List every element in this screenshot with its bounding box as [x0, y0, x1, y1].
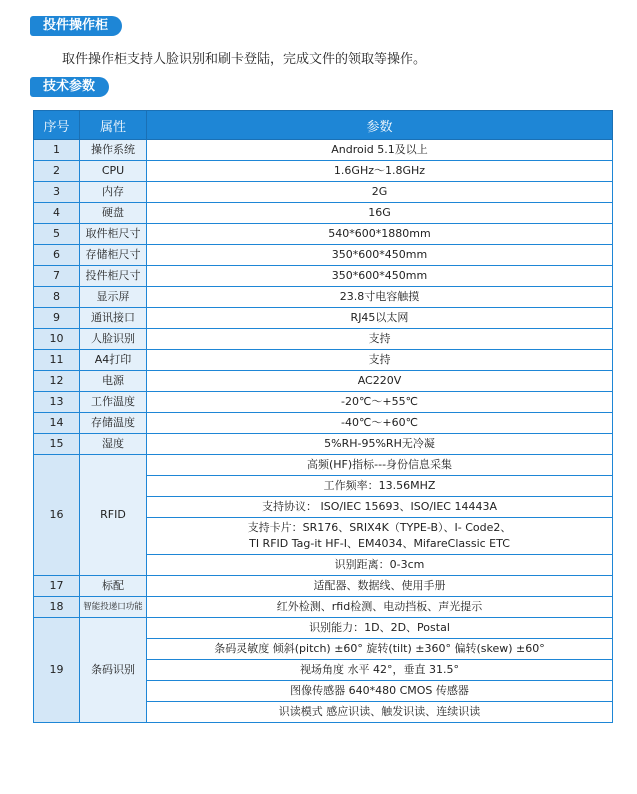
row-number: 19 — [34, 618, 80, 723]
row-value: 识读模式 感应识读、触发识读、连续识读 — [147, 702, 613, 723]
row-value: 适配器、数据线、使用手册 — [147, 576, 613, 597]
spec-table — [33, 110, 613, 723]
row-value-line: TI RFID Tag-it HF-I、EM4034、MifareClassic ETC — [249, 537, 510, 550]
table-row — [34, 350, 613, 371]
row-value: -40℃～+60℃ — [147, 413, 613, 434]
header-attr: 属性 — [80, 111, 147, 140]
row-number: 11 — [34, 350, 80, 371]
row-attribute: 湿度 — [80, 434, 147, 455]
row-number: 1 — [34, 140, 80, 161]
header-param: 参数 — [147, 111, 613, 140]
row-attribute: 存储温度 — [80, 413, 147, 434]
row-number: 3 — [34, 182, 80, 203]
row-attribute: RFID — [80, 455, 147, 576]
row-number: 17 — [34, 576, 80, 597]
row-attribute: 操作系统 — [80, 140, 147, 161]
row-number: 2 — [34, 161, 80, 182]
header-no: 序号 — [34, 111, 80, 140]
row-value: 图像传感器 640*480 CMOS 传感器 — [147, 681, 613, 702]
table-row — [34, 576, 613, 597]
row-value: 高频(HF)指标---身份信息采集 — [147, 455, 613, 476]
row-value: 支持 — [147, 350, 613, 371]
row-attribute: 显示屏 — [80, 287, 147, 308]
row-attribute: A4打印 — [80, 350, 147, 371]
row-attribute: 取件柜尺寸 — [80, 224, 147, 245]
row-value — [147, 518, 613, 555]
table-row — [34, 224, 613, 245]
table-row — [34, 140, 613, 161]
table-row — [34, 182, 613, 203]
row-number: 4 — [34, 203, 80, 224]
row-value: 2G — [147, 182, 613, 203]
row-value: -20℃～+55℃ — [147, 392, 613, 413]
row-value: 350*600*450mm — [147, 266, 613, 287]
table-row — [34, 245, 613, 266]
row-attribute: 内存 — [80, 182, 147, 203]
row-value: 支持 — [147, 329, 613, 350]
row-value: 条码灵敏度 倾斜(pitch) ±60° 旋转(tilt) ±360° 偏转(skew) ±60° — [147, 639, 613, 660]
intro-text: 取件操作柜支持人脸识别和刷卡登陆，完成文件的领取等操作。 — [62, 52, 427, 67]
section-title-cabinet: 投件操作柜 — [33, 16, 122, 36]
row-attribute: 条码识别 — [80, 618, 147, 723]
row-number: 8 — [34, 287, 80, 308]
row-attribute: 硬盘 — [80, 203, 147, 224]
table-row — [34, 371, 613, 392]
table-row — [34, 434, 613, 455]
row-value-line: 支持卡片：SR176、SRIX4K（TYPE-B）、I- Code2、 — [247, 521, 512, 534]
row-value: 350*600*450mm — [147, 245, 613, 266]
row-number: 15 — [34, 434, 80, 455]
row-attribute: 存储柜尺寸 — [80, 245, 147, 266]
row-number: 18 — [34, 597, 80, 618]
table-row — [34, 308, 613, 329]
row-value: 识别能力：1D、2D、Postal — [147, 618, 613, 639]
row-number: 5 — [34, 224, 80, 245]
row-value: 16G — [147, 203, 613, 224]
row-attribute: CPU — [80, 161, 147, 182]
table-row — [34, 266, 613, 287]
row-attribute: 投件柜尺寸 — [80, 266, 147, 287]
row-number: 14 — [34, 413, 80, 434]
row-value: RJ45以太网 — [147, 308, 613, 329]
row-number: 13 — [34, 392, 80, 413]
table-row — [34, 413, 613, 434]
row-number: 16 — [34, 455, 80, 576]
table-row — [34, 455, 613, 476]
table-row — [34, 161, 613, 182]
spec-table-header — [34, 111, 613, 140]
row-attribute: 工作温度 — [80, 392, 147, 413]
table-row — [34, 287, 613, 308]
row-number: 6 — [34, 245, 80, 266]
row-number: 9 — [34, 308, 80, 329]
row-value: 23.8寸电容触摸 — [147, 287, 613, 308]
row-value: 540*600*1880mm — [147, 224, 613, 245]
table-row — [34, 618, 613, 639]
table-row — [34, 392, 613, 413]
section-title-specs: 技术参数 — [33, 77, 109, 97]
row-value: Android 5.1及以上 — [147, 140, 613, 161]
row-attribute: 智能投递口功能 — [80, 597, 147, 618]
row-value: 识别距离：0-3cm — [147, 555, 613, 576]
row-number: 10 — [34, 329, 80, 350]
row-value: AC220V — [147, 371, 613, 392]
row-value: 工作频率：13.56MHZ — [147, 476, 613, 497]
row-attribute: 人脸识别 — [80, 329, 147, 350]
row-value: 视场角度 水平 42°，垂直 31.5° — [147, 660, 613, 681]
table-row — [34, 597, 613, 618]
row-number: 7 — [34, 266, 80, 287]
row-attribute: 通讯接口 — [80, 308, 147, 329]
row-attribute: 标配 — [80, 576, 147, 597]
row-value: 5%RH-95%RH无冷凝 — [147, 434, 613, 455]
table-row — [34, 329, 613, 350]
row-number: 12 — [34, 371, 80, 392]
row-value: 红外检测、rfid检测、电动挡板、声光提示 — [147, 597, 613, 618]
row-attribute: 电源 — [80, 371, 147, 392]
table-row — [34, 203, 613, 224]
row-value: 支持协议： ISO/IEC 15693、ISO/IEC 14443A — [147, 497, 613, 518]
row-value: 1.6GHz～1.8GHz — [147, 161, 613, 182]
